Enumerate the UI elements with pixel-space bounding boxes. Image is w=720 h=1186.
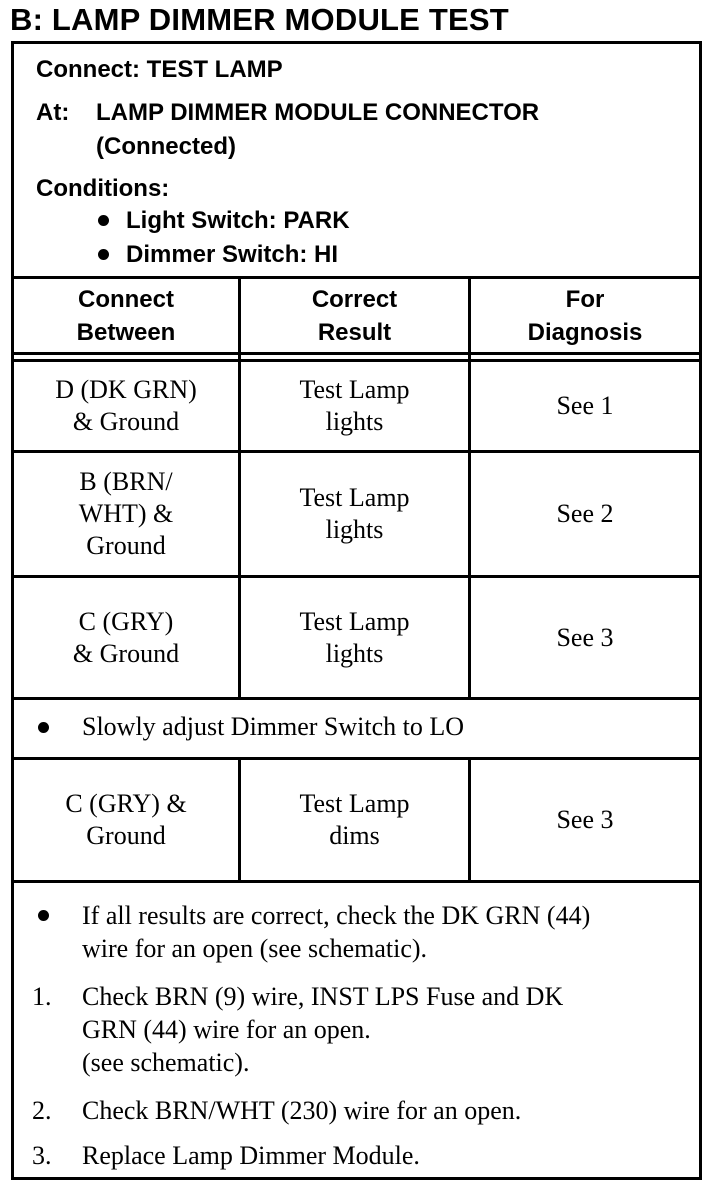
table-row-1-result: Test Lamp lights [299, 375, 410, 436]
connect-value: TEST LAMP [146, 56, 283, 83]
table-row-4-diagnosis: See 3 [556, 805, 614, 834]
table-row-4-result: Test Lamp dims [299, 789, 410, 850]
table-row-2-diagnosis: See 2 [556, 499, 614, 528]
table-row-3-result: Test Lamp lights [299, 606, 410, 668]
bullet-icon [98, 215, 109, 226]
table-row-2-result: Test Lamp lights [299, 483, 410, 544]
at-value-line2: (Connected) [96, 133, 236, 160]
step-instruction: Slowly adjust Dimmer Switch to LO [82, 712, 465, 741]
note-1-line1: Check BRN (9) wire, INST LPS Fuse and DK [82, 982, 564, 1011]
bullet-icon [38, 910, 49, 921]
row-divider [14, 697, 699, 700]
page-title: B: LAMP DIMMER MODULE TEST [10, 2, 509, 37]
table-row-4-between: C (GRY) & Ground [65, 789, 187, 850]
at-label: At: [36, 99, 70, 126]
note-bullet-line1: If all results are correct, check the DK GRN (44) [82, 901, 591, 930]
column-header-for-diagnosis: For Diagnosis [527, 285, 643, 346]
test-frame [11, 41, 702, 1180]
note-1-line3: (see schematic). [82, 1048, 250, 1077]
column-header-connect-between: Connect Between [76, 285, 176, 346]
column-header-correct-result: Correct Result [311, 285, 398, 346]
section-divider [14, 880, 699, 883]
table-row-2-between: B (BRN/ WHT) & Ground [78, 467, 174, 560]
table-row-3-diagnosis: See 3 [556, 622, 614, 652]
header-divider [14, 352, 699, 355]
condition-dimmer-switch: Dimmer Switch: HI [126, 241, 339, 268]
bullet-icon [38, 722, 49, 733]
table-row-1-diagnosis: See 1 [556, 391, 614, 420]
note-2-line1: Check BRN/WHT (230) wire for an open. [82, 1096, 522, 1125]
condition-light-switch: Light Switch: PARK [126, 207, 350, 234]
connect-label: Connect: [36, 56, 140, 83]
note-1-line2: GRN (44) wire for an open. [82, 1015, 371, 1044]
table-row-3-between: C (GRY) & Ground [72, 606, 180, 668]
note-1-number: 1. [32, 982, 52, 1011]
note-2-number: 2. [32, 1096, 52, 1125]
note-bullet-line2: wire for an open (see schematic). [82, 934, 428, 963]
connect-line [36, 56, 283, 84]
conditions-label: Conditions: [36, 175, 170, 202]
note-3-line1: Replace Lamp Dimmer Module. [82, 1141, 420, 1170]
note-3-number: 3. [32, 1141, 52, 1170]
at-value-line1: LAMP DIMMER MODULE CONNECTOR [96, 99, 540, 126]
bullet-icon [98, 249, 109, 260]
table-row-1-between: D (DK GRN) & Ground [55, 375, 197, 436]
